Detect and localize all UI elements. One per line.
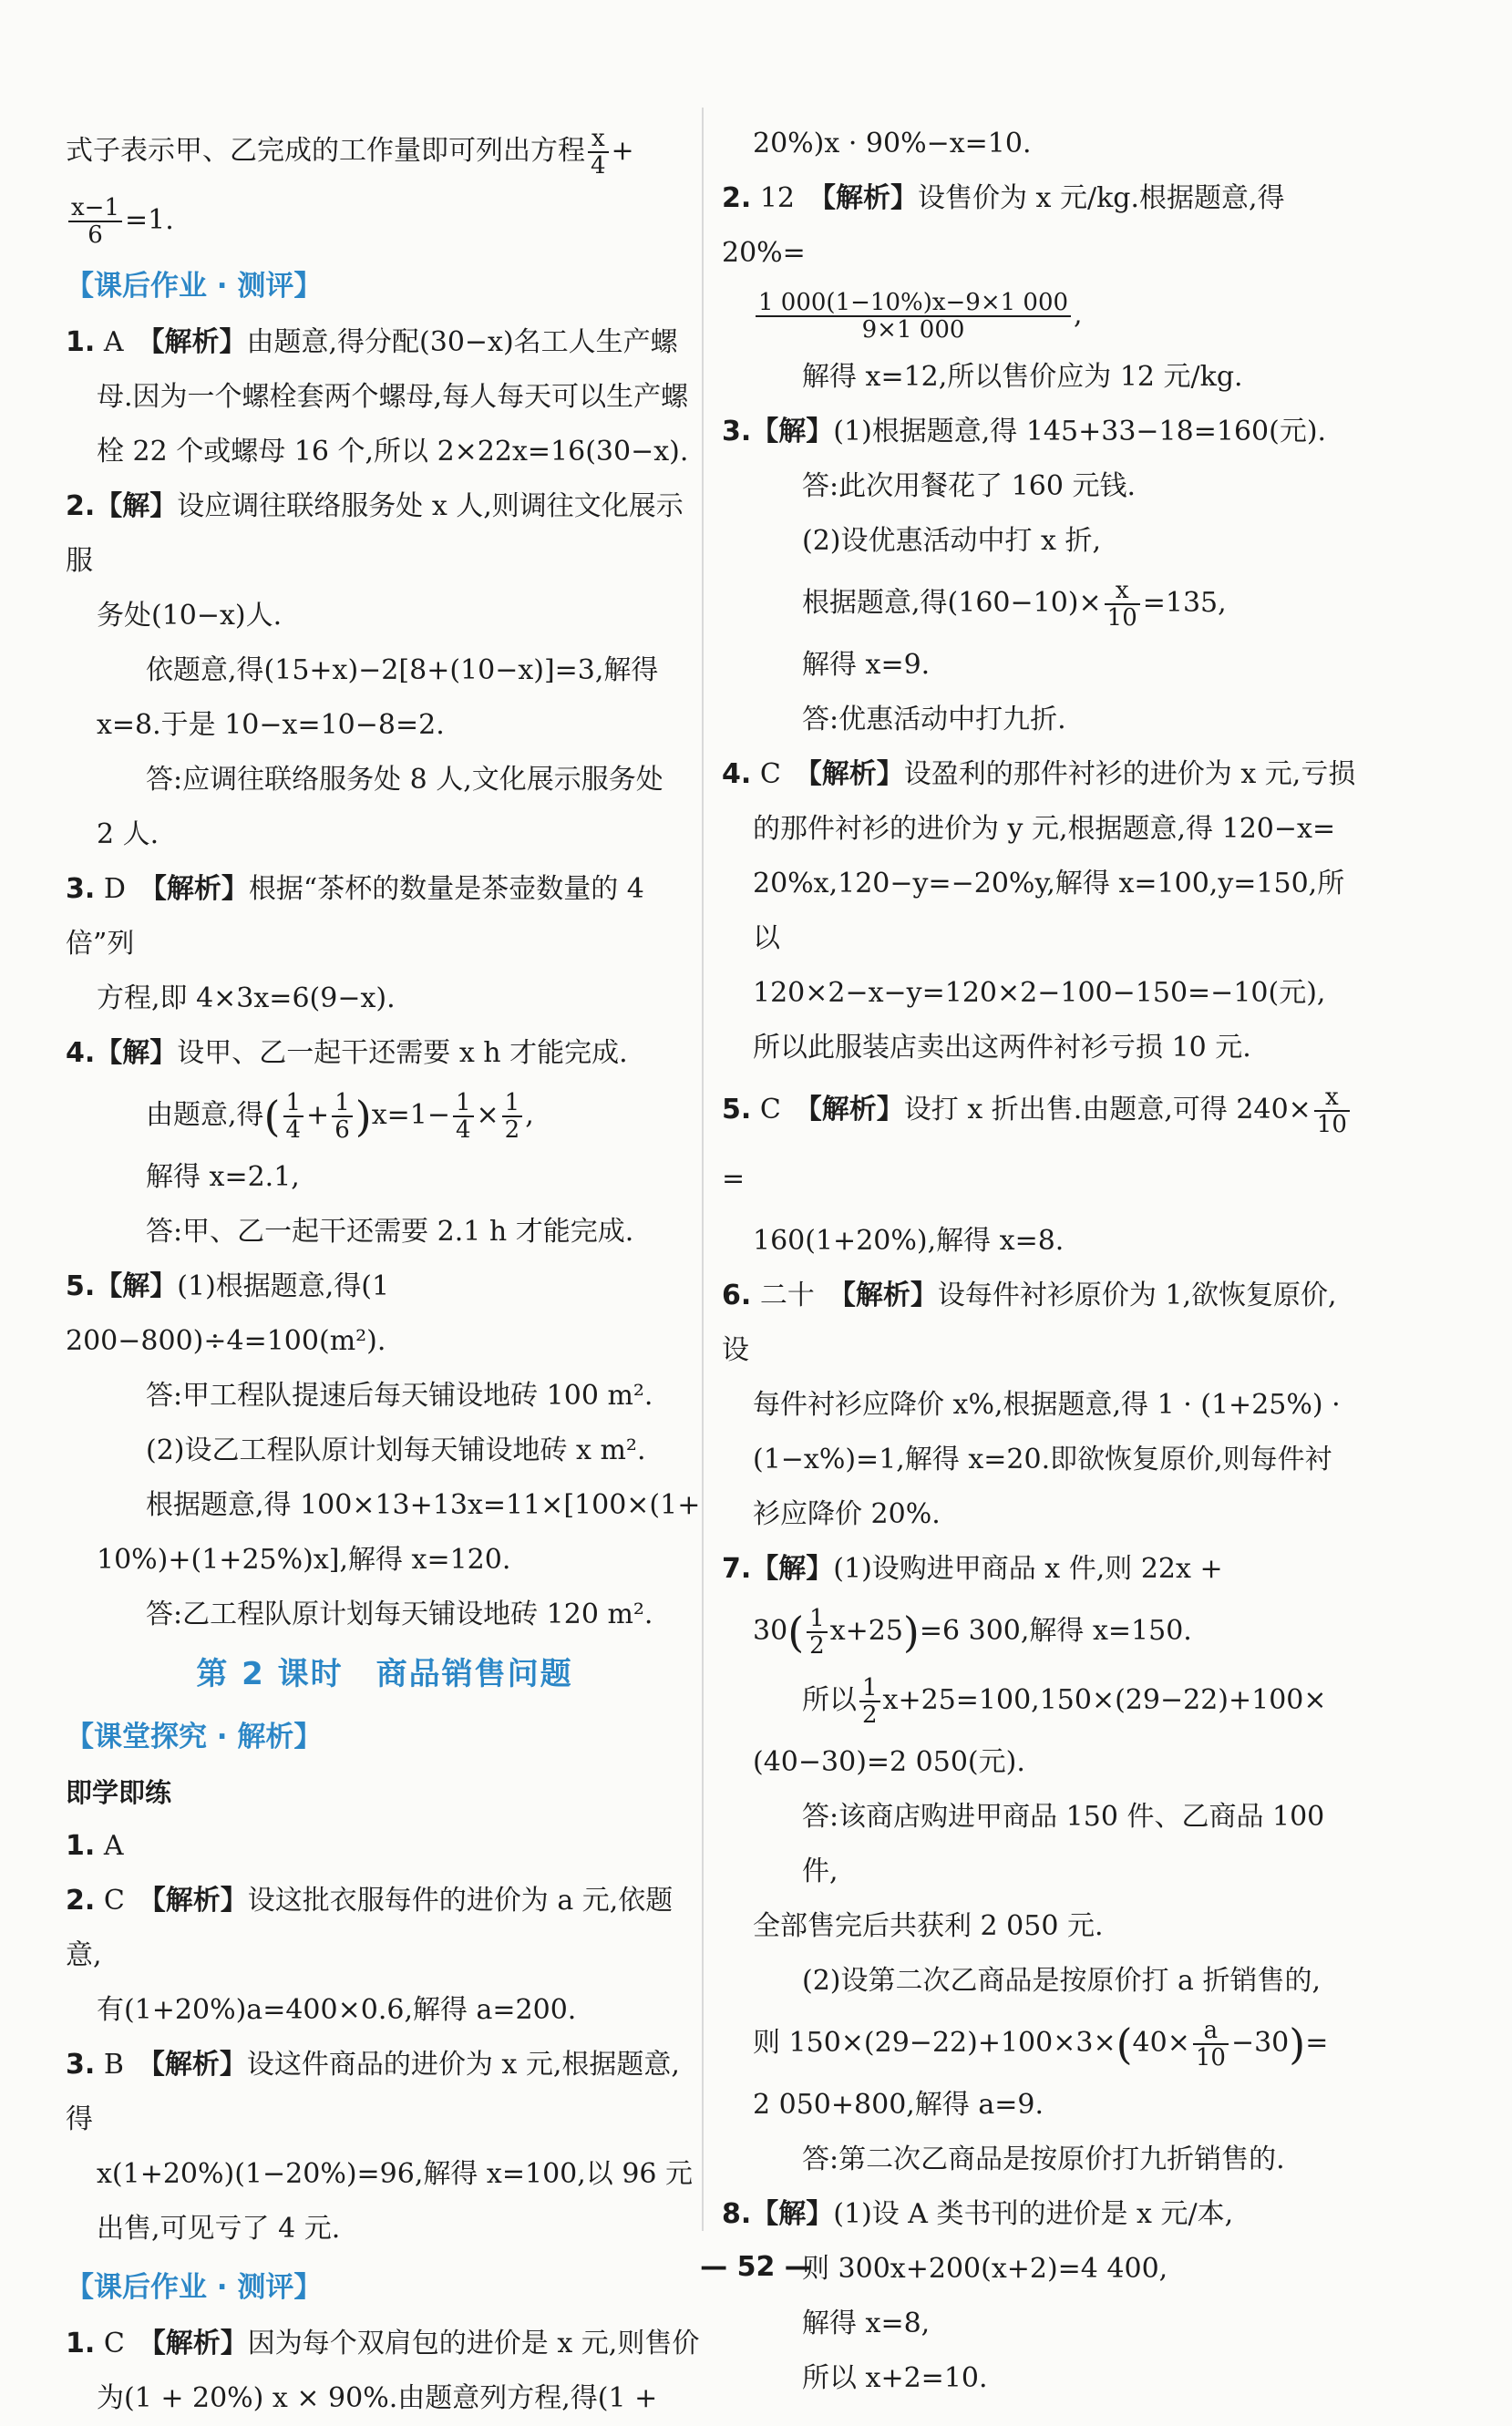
text-line: 解得 x=9. xyxy=(802,649,931,681)
fraction: $\frac{x}{4}$ xyxy=(588,126,609,179)
subsection-heading: 即学即练 xyxy=(66,1777,172,1808)
text-line: (40−30)=2 050(元). xyxy=(753,1746,1025,1778)
answer-item: 1. C 【解析】因为每个双肩包的进价是 x 元,则售价 xyxy=(66,2328,700,2359)
fraction: $\frac{x-1}{6}$ xyxy=(68,195,122,248)
text-line: (2)设优惠活动中打 x 折, xyxy=(802,525,1102,557)
fraction: $\frac{x}{10}$ xyxy=(1314,1085,1350,1137)
text-line: 答:应调往联络服务处 8 人,文化展示服务处 xyxy=(146,764,663,796)
text-line: 全部售完后共获利 2 050 元. xyxy=(753,1910,1104,1942)
page-number: — 52 — xyxy=(700,2251,812,2283)
answer-item: 1. A xyxy=(66,1830,124,1862)
text-line: 答:甲工程队提速后每天铺设地砖 100 m². xyxy=(146,1380,653,1412)
text-line: 依题意,得(15+x)−2[8+(10−x)]=3,解得 xyxy=(146,654,659,686)
text-line: x(1+20%)(1−20%)=96,解得 x=100,以 96 元 xyxy=(97,2158,694,2190)
text-line: 每件衬衫应降价 x%,根据题意,得 1 · (1+25%) · xyxy=(753,1389,1341,1421)
text-line: 答:优惠活动中打九折. xyxy=(802,704,1066,735)
text-line: (2)设乙工程队原计划每天铺设地砖 x m². xyxy=(146,1434,646,1466)
text-line: 务处(10−x)人. xyxy=(97,600,283,632)
text-line: 答:甲、乙一起干还需要 2.1 h 才能完成. xyxy=(146,1216,634,1248)
column-divider xyxy=(702,108,704,2231)
equation-line: 30( $\frac{1}{2}$ x+25)=6 300,解得 x=150. xyxy=(753,1605,1192,1660)
text-line: 衫应降价 20%. xyxy=(753,1498,941,1530)
text-line: 出售,可见亏了 4 元. xyxy=(97,2213,341,2245)
text-line: (2)设第二次乙商品是按原价打 a 折销售的, xyxy=(802,1965,1321,1997)
answer-item: 3. B 【解析】设这件商品的进价为 x 元,根据题意,得 xyxy=(66,2049,680,2135)
equation-line: $\frac{1 000(1-10\%)x-9\times 1 000}{9\times 1 000}$ , xyxy=(722,281,1360,350)
answer-item: 2. 12 【解析】设售价为 x 元/kg.根据题意,得 20%= xyxy=(722,182,1285,269)
text-line: 答:乙工程队原计划每天铺设地砖 120 m². xyxy=(146,1598,653,1630)
text-line: 解得 x=2.1, xyxy=(146,1161,300,1193)
text-line: 栓 22 个或螺母 16 个,所以 2×22x=16(30−x). xyxy=(97,436,689,468)
text-line: 2 人. xyxy=(97,818,159,850)
equation-line: 根据题意,得(160−10)× $\frac{x}{10}$ =135, xyxy=(802,577,1227,632)
left-column xyxy=(66,117,704,2426)
answer-item: 2.【解】设应调往联络服务处 x 人,则调往文化展示服 xyxy=(66,490,684,577)
fraction: $\frac{1}{4}$ xyxy=(453,1090,474,1143)
fraction: $\frac{a}{10}$ xyxy=(1193,2018,1229,2071)
answer-item: 4. C 【解析】设盈利的那件衬衫的进价为 x 元,亏损 xyxy=(722,758,1356,790)
lesson-title: 第 2 课时 商品销售问题 xyxy=(196,1656,573,1692)
answer-item: 5. C 【解析】设打 x 折出售.由题意,可得 240× $\frac{x}{10}$ = xyxy=(722,1075,1360,1214)
text-line: 则 300x+200(x+2)=4 400, xyxy=(802,2253,1168,2285)
text-line: 解得 x=8, xyxy=(802,2308,931,2339)
text-line: 有(1+20%)a=400×0.6,解得 a=200. xyxy=(97,1994,577,2026)
text-line: 答:此次用餐花了 160 元钱. xyxy=(802,470,1136,502)
text-line: 160(1+20%),解得 x=8. xyxy=(753,1225,1065,1257)
right-column xyxy=(722,117,1360,2406)
answer-item: 6. 二十 【解析】设每件衬衫原价为 1,欲恢复原价,设 xyxy=(722,1280,1337,1366)
answer-item: 2. C 【解析】设这批衣服每件的进价为 a 元,依题意, xyxy=(66,1885,674,1971)
text-line: 的那件衬衫的进价为 y 元,根据题意,得 120−x= xyxy=(753,813,1336,845)
text-line: 所以此服装店卖出这两件衬衫亏损 10 元. xyxy=(753,1032,1251,1064)
text-line: 根据题意,得 100×13+13x=11×[100×(1+ xyxy=(146,1489,701,1521)
fraction: $\frac{1}{2}$ xyxy=(807,1606,828,1659)
fraction: $\frac{1}{2}$ xyxy=(502,1090,523,1143)
text-line: 方程,即 4×3x=6(9−x). xyxy=(97,982,396,1014)
text-line: $\frac{x-1}{6}$ =1. xyxy=(66,186,704,255)
text-line: 所以 x+2=10. xyxy=(802,2362,988,2394)
fraction: $\frac{1 000(1-10\%)x-9\times 1 000}{9\times 1 000}$ xyxy=(756,290,1071,343)
answer-item: 4.【解】设甲、乙一起干还需要 x h 才能完成. xyxy=(66,1037,628,1069)
text-line: x=8.于是 10−x=10−8=2. xyxy=(97,709,445,741)
section-heading: 【课堂探究 · 解析】 xyxy=(66,1721,323,1753)
section-heading: 【课后作业 · 测评】 xyxy=(66,270,323,303)
fraction: $\frac{1}{6}$ xyxy=(332,1090,353,1143)
text-line: 答:第二次乙商品是按原价打九折销售的. xyxy=(802,2143,1285,2175)
answer-item: 8.【解】(1)设 A 类书刊的进价是 x 元/本, xyxy=(722,2198,1234,2230)
text-line: 答:该商店购进甲商品 150 件、乙商品 100 件, xyxy=(802,1801,1325,1887)
text-line: 20%)x · 90%−x=10. xyxy=(753,128,1032,159)
answer-item: 3. D 【解析】根据“茶杯的数量是茶壶数量的 4 倍”列 xyxy=(66,873,644,960)
fraction: $\frac{x}{10}$ xyxy=(1105,578,1140,631)
fraction: $\frac{1}{4}$ xyxy=(283,1090,304,1143)
text-line: 为(1 + 20%) x × 90%.由题意列方程,得(1 + xyxy=(97,2382,658,2414)
text-line: 以 120×2−x−y=120×2−100−150=−10(元), xyxy=(753,922,1326,1009)
fraction: $\frac{1}{2}$ xyxy=(859,1675,880,1728)
text-line: 20%x,120−y=−20%y,解得 x=100,y=150,所 xyxy=(753,868,1345,899)
answer-item: 1. A 【解析】由题意,得分配(30−x)名工人生产螺 xyxy=(66,326,678,358)
answer-item: 7.【解】(1)设购进甲商品 x 件,则 22x + xyxy=(722,1553,1223,1585)
text-line: 母.因为一个螺栓套两个螺母,每人每天可以生产螺 xyxy=(97,381,689,413)
answer-item: 5.【解】(1)根据题意,得(1 200−800)÷4=100(m²). xyxy=(66,1270,390,1357)
text-line: 解得 x=12,所以售价应为 12 元/kg. xyxy=(802,361,1243,393)
section-heading: 【课后作业 · 测评】 xyxy=(66,2271,323,2304)
text-line: 2 050+800,解得 a=9. xyxy=(753,2089,1044,2121)
equation-line: 则 150×(29−22)+100×3×(40× $\frac{a}{10}$ −30)= xyxy=(753,2017,1329,2071)
text-line: 10%)+(1+25%)x],解得 x=120. xyxy=(97,1544,511,1576)
equation-line: 所以 $\frac{1}{2}$ x+25=100,150×(29−22)+100× xyxy=(802,1674,1327,1729)
text-line: (1−x%)=1,解得 x=20.即欲恢复原价,则每件衬 xyxy=(753,1444,1332,1475)
text-line: 式子表示甲、乙完成的工作量即可列出方程 $\frac{x}{4}$ + xyxy=(66,125,634,180)
answer-item: 3.【解】(1)根据题意,得 145+33−18=160(元). xyxy=(722,416,1327,447)
equation-line: 由题意,得( $\frac{1}{4}$ + $\frac{1}{6}$ )x=1− $\frac{1}{4}$ × $\frac{1}{2}$ , xyxy=(146,1089,534,1144)
